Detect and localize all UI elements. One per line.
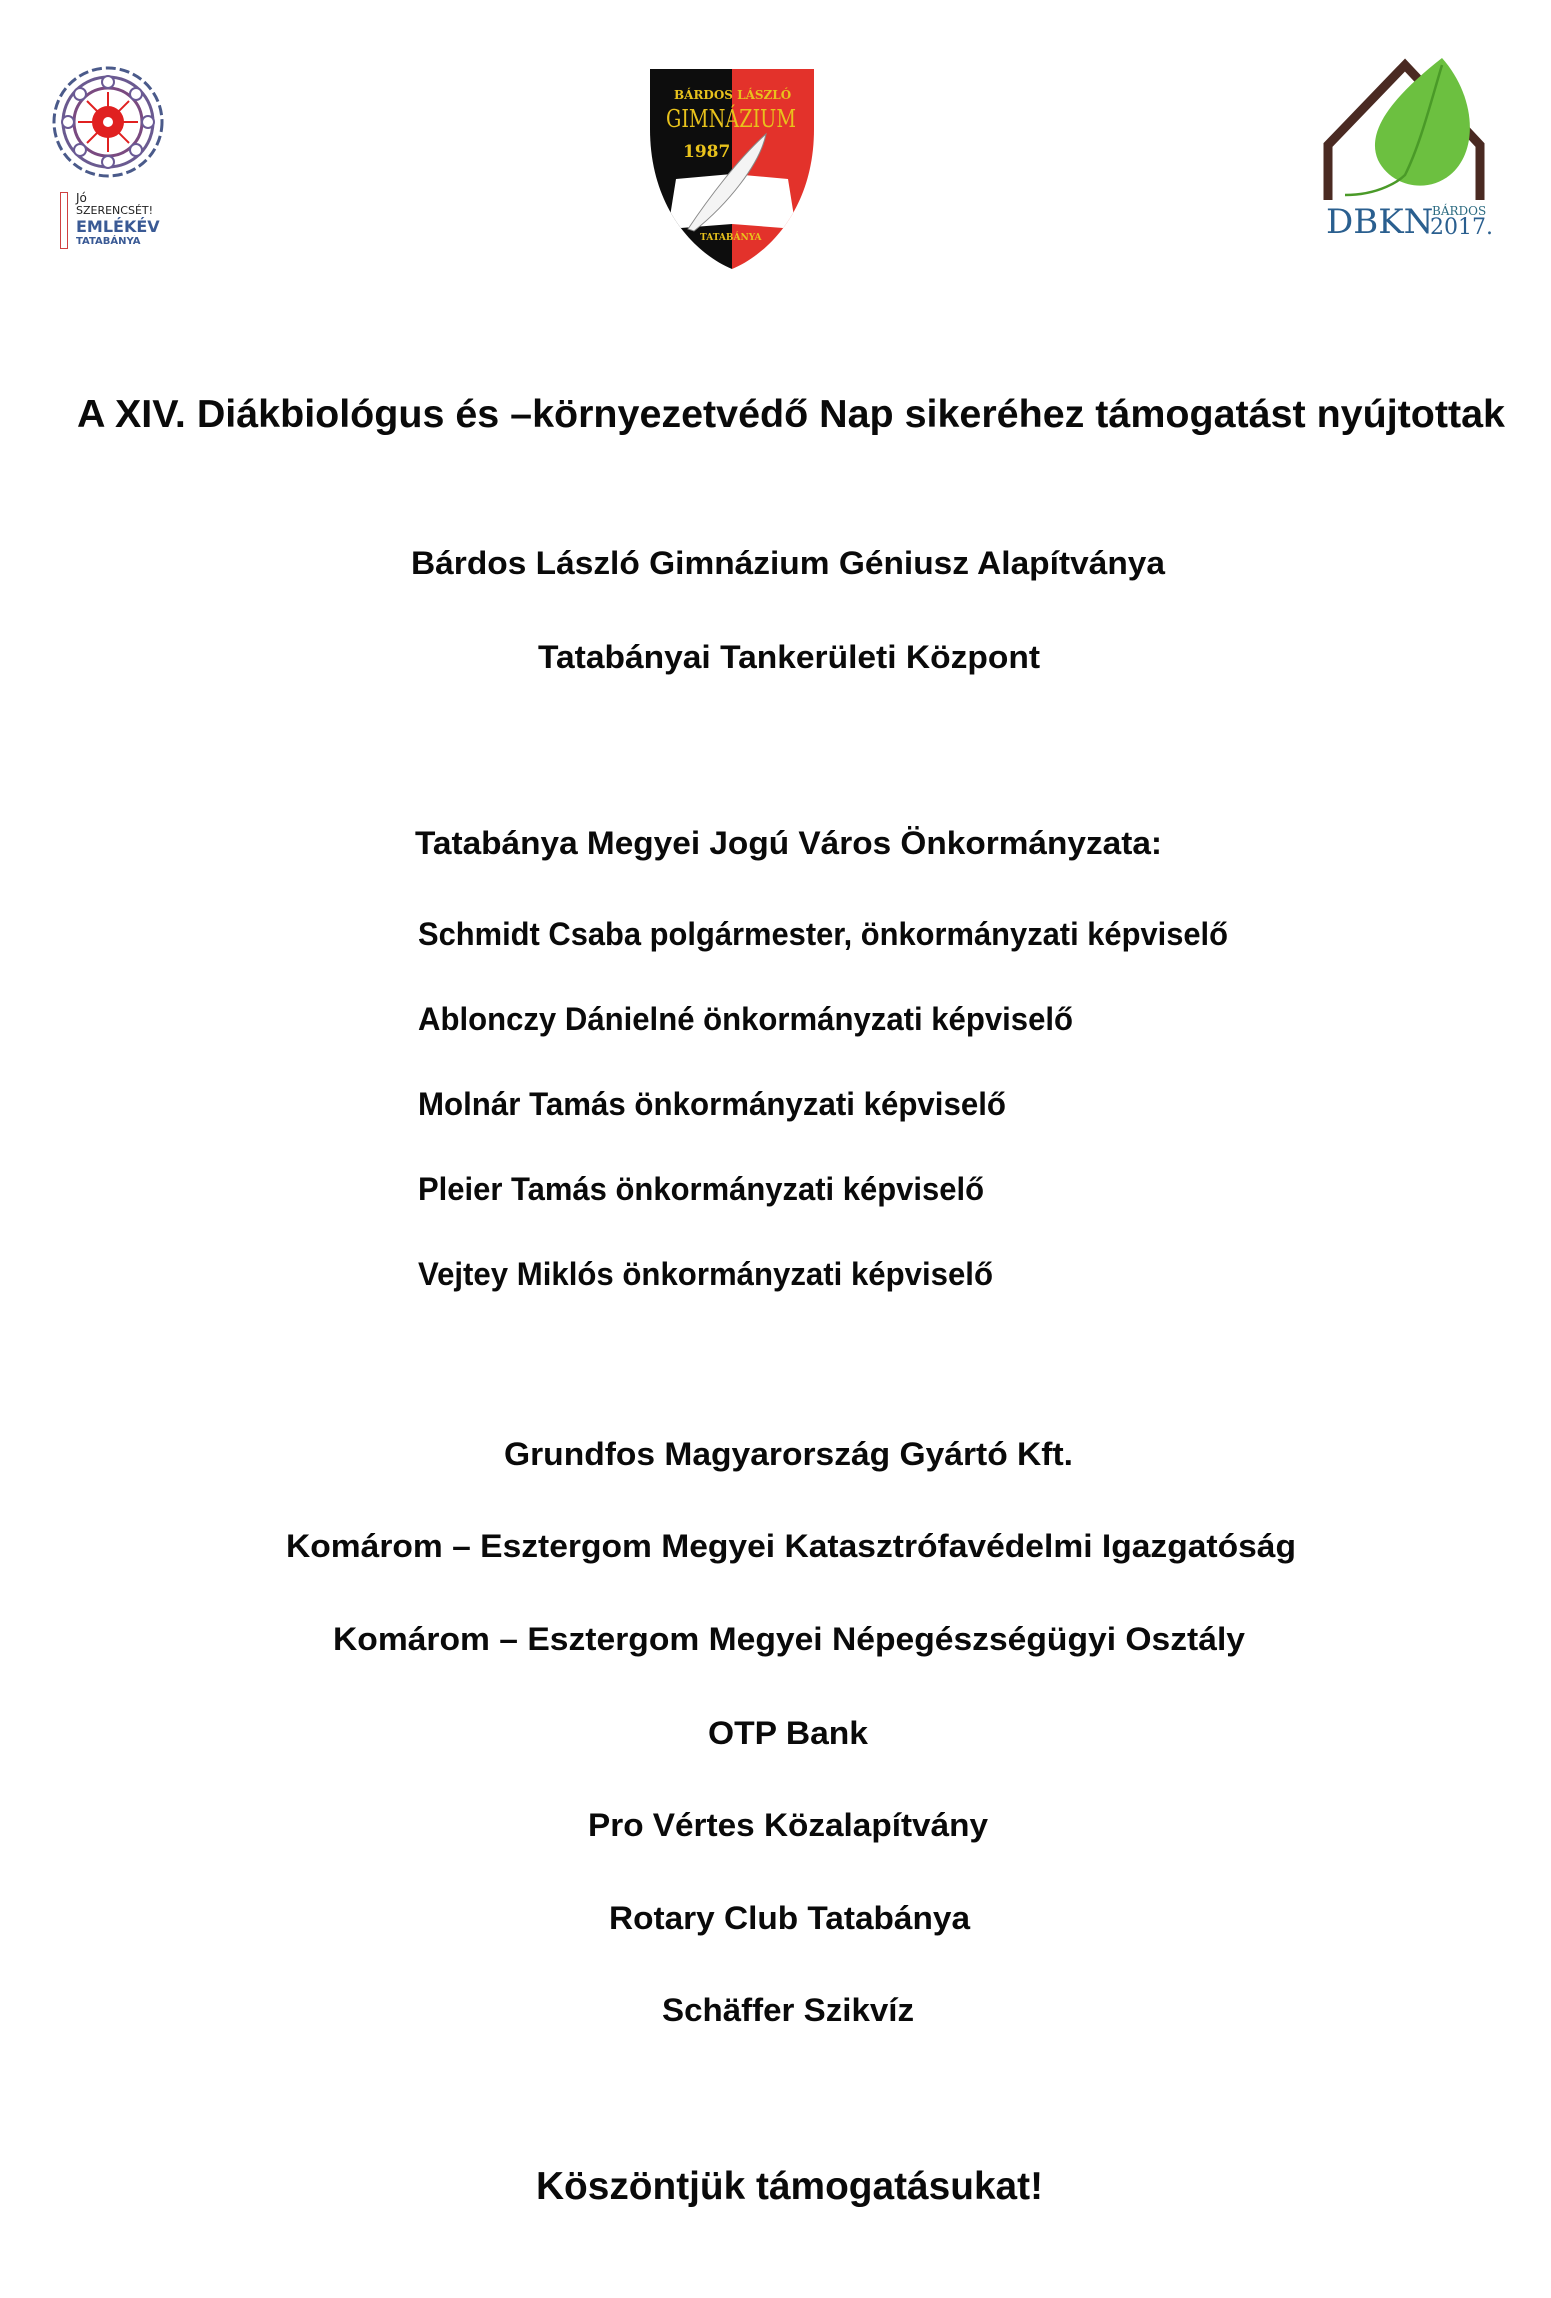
crest-year-text: 1987 [683, 142, 731, 162]
supporter-top-1: Bárdos László Gimnázium Géniusz Alapítványa [411, 545, 1165, 581]
representative-2: Ablonczy Dánielné önkormányzati képviselő [418, 1001, 1073, 1037]
supporter-bottom-1: Grundfos Magyarország Gyártó Kft. [504, 1436, 1073, 1472]
document-title: A XIV. Diákbiológus és –környezetvédő Nap sikeréhez támogatást nyújtottak [77, 393, 1505, 436]
crest-top-text: BÁRDOS LÁSZLÓ [674, 88, 792, 102]
rosette-icon [48, 62, 168, 182]
dbkn-small-top: BÁRDOS [1432, 204, 1487, 218]
supporter-top-2: Tatabányai Tankerületi Központ [538, 639, 1040, 675]
emlekev-line3: EMLÉKÉV [76, 217, 160, 236]
representative-4: Pleier Tamás önkormányzati képviselő [418, 1171, 984, 1207]
representative-3: Molnár Tamás önkormányzati képviselő [418, 1086, 1006, 1122]
supporter-bottom-5: Pro Vértes Közalapítvány [588, 1807, 988, 1843]
emlekev-line2: SZERENCSÉT! [76, 204, 154, 217]
supporter-bottom-7: Schäffer Szikvíz [662, 1992, 914, 2028]
emlekev-side-mark [60, 192, 68, 249]
emlekev-line1: Jó [76, 191, 87, 205]
dbkn-small-bottom: 2017. [1430, 215, 1493, 240]
representative-1: Schmidt Csaba polgármester, önkormányzati képviselő [418, 916, 1228, 952]
dbkn-logo [1320, 55, 1500, 245]
municipality-heading: Tatabánya Megyei Jogú Város Önkormányzata: [415, 825, 1162, 861]
supporter-bottom-4: OTP Bank [708, 1715, 868, 1751]
dbkn-main-text: DBKN [1326, 202, 1434, 242]
supporter-bottom-2: Komárom – Esztergom Megyei Katasztrófavédelmi Igazgatóság [286, 1528, 1296, 1564]
closing-thanks: Köszöntjük támogatásukat! [536, 2165, 1043, 2208]
crest-bottom-text: TATABÁNYA [700, 233, 762, 243]
supporter-bottom-3: Komárom – Esztergom Megyei Népegészségügyi Osztály [333, 1621, 1245, 1657]
supporter-bottom-6: Rotary Club Tatabánya [609, 1900, 970, 1936]
emlekev-logo [48, 62, 168, 252]
gimnazium-crest-logo [648, 69, 816, 271]
crest-name-text: GIMNÁZIUM [666, 105, 797, 133]
house-leaf-icon [1320, 55, 1500, 205]
representative-5: Vejtey Miklós önkormányzati képviselő [418, 1256, 993, 1292]
emlekev-line4: TATABÁNYA [76, 236, 141, 247]
